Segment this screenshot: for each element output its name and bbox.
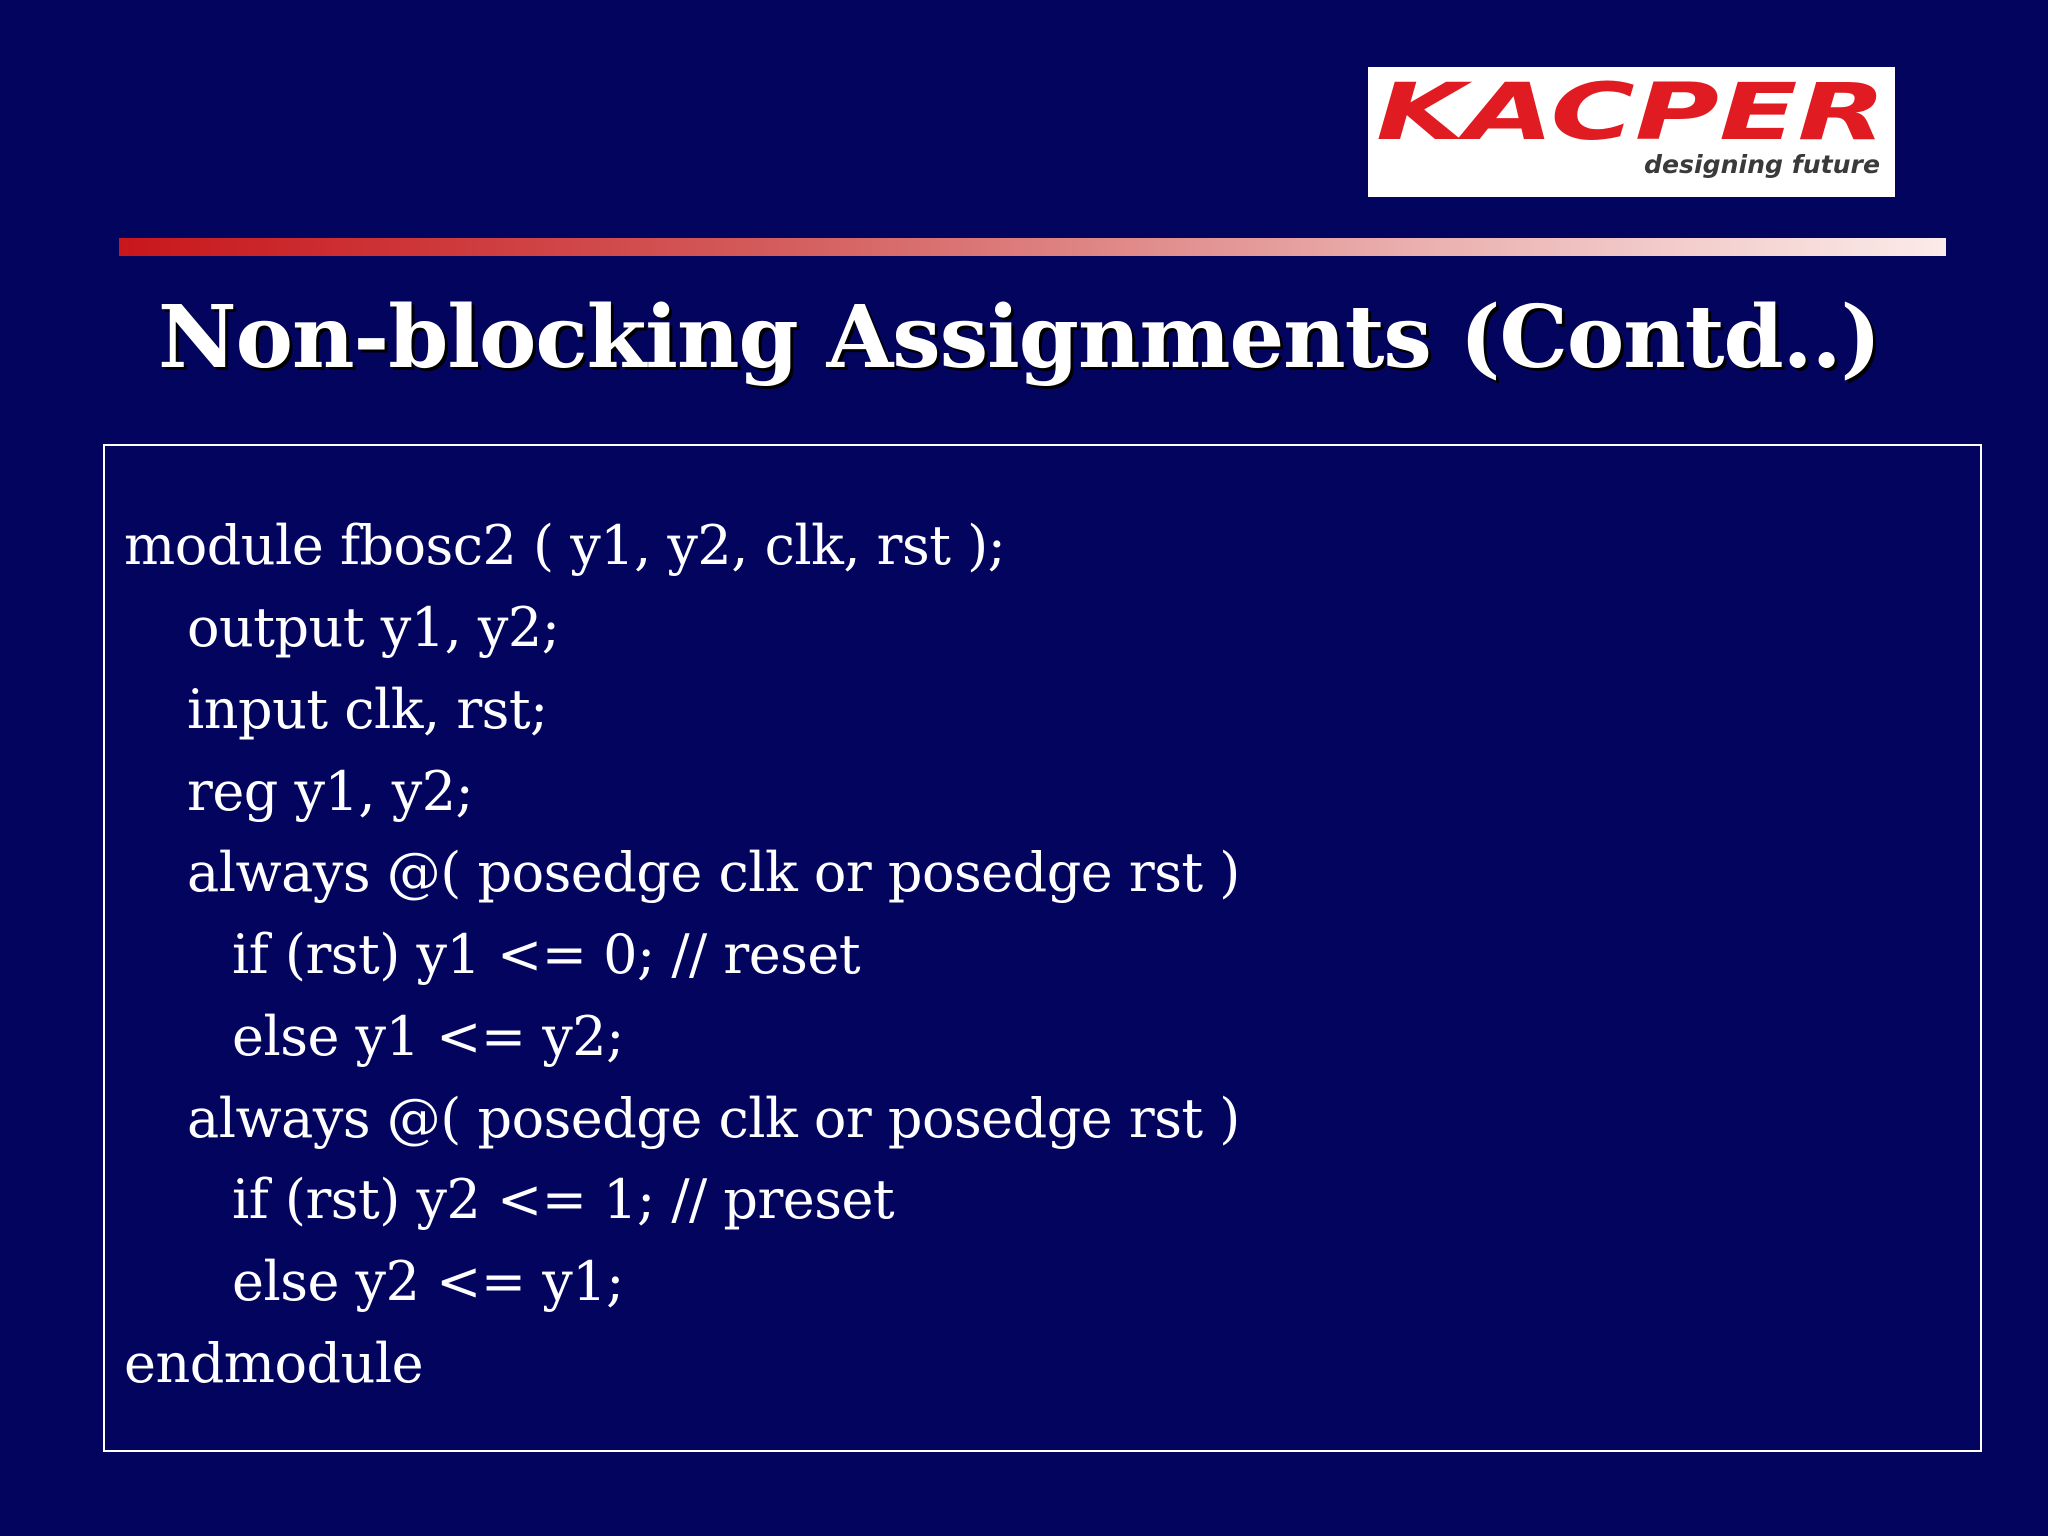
code-block — [103, 444, 1982, 1452]
code-line: endmodule — [124, 1332, 424, 1395]
kacper-logo-graphic — [1368, 67, 1895, 197]
code-line: if (rst) y2 <= 1; // preset — [232, 1168, 895, 1231]
code-line: module fbosc2 ( y1, y2, clk, rst ); — [124, 514, 1006, 577]
slide-title: Non-blocking Assignments (Contd..) — [158, 287, 1881, 388]
code-line: reg y1, y2; — [187, 760, 474, 823]
code-line: else y2 <= y1; — [232, 1250, 624, 1313]
logo-brand-text: KACPER — [1376, 68, 1886, 158]
title-divider — [119, 238, 1946, 256]
code-line: if (rst) y1 <= 0; // reset — [232, 923, 861, 986]
code-line: always @( posedge clk or posedge rst ) — [187, 841, 1240, 904]
code-line: always @( posedge clk or posedge rst ) — [187, 1087, 1240, 1150]
code-line: else y1 <= y2; — [232, 1005, 624, 1068]
kacper-logo — [1368, 67, 1895, 197]
logo-tagline-text: designing future — [1644, 150, 1880, 179]
code-line: input clk, rst; — [187, 678, 548, 741]
code-line: output y1, y2; — [187, 596, 560, 659]
